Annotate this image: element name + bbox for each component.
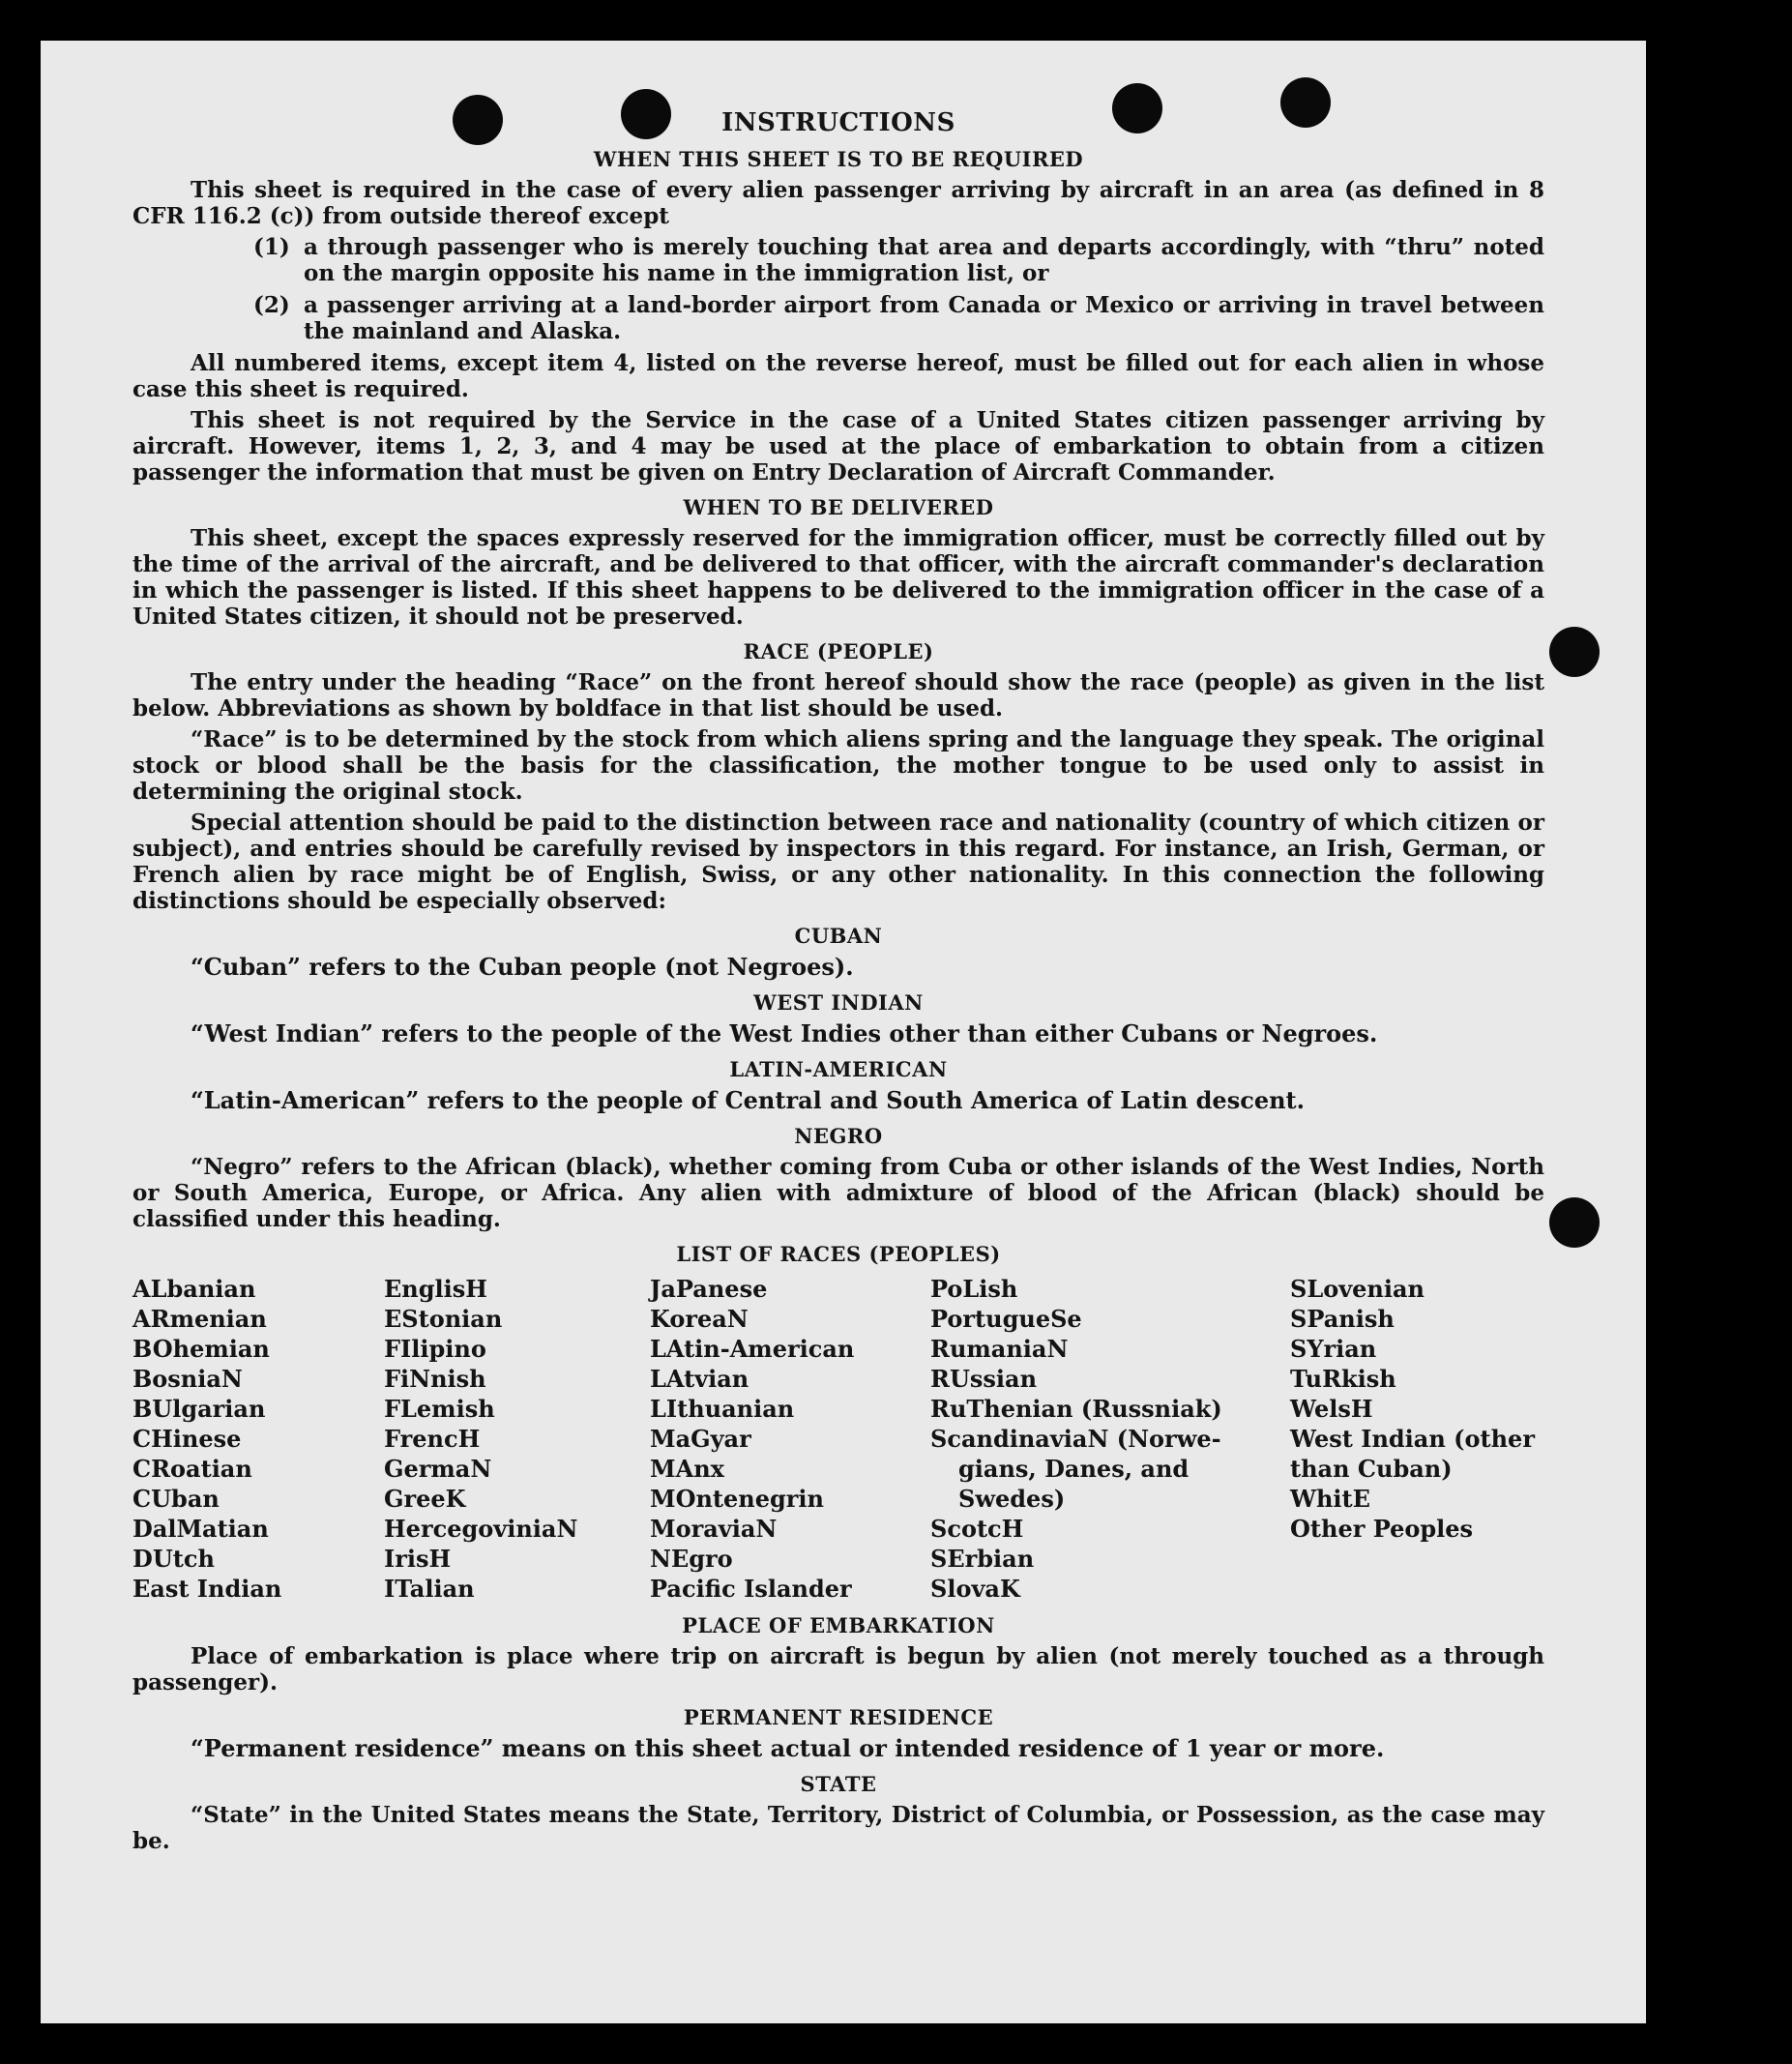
race-item: FrencH [384, 1425, 481, 1453]
page-title: INSTRUCTIONS [721, 108, 955, 137]
definition: “Cuban” refers to the Cuban people (not Negroes). [191, 953, 854, 981]
heading-state: STATE [800, 1772, 877, 1796]
race-item: WhitE [1290, 1485, 1370, 1513]
document-page [41, 41, 1646, 2023]
race-item: PoLish [930, 1275, 1018, 1303]
list-item [253, 292, 1544, 344]
punch-hole [1549, 627, 1600, 677]
item-text: a through passenger who is merely touching that area and departs accordingly, with “thru” noted on the margin opposite his name in the immigration list, or [304, 234, 1544, 286]
races-column [650, 1274, 930, 1604]
heading-cuban: CUBAN [794, 924, 883, 948]
race-item: than Cuban) [1290, 1455, 1453, 1483]
race-item: FiNnish [384, 1365, 486, 1393]
races-column [132, 1274, 384, 1604]
race-item: SlovaK [930, 1575, 1020, 1603]
race-item: WelsH [1290, 1395, 1373, 1423]
race-item: Swedes) [958, 1485, 1066, 1513]
race-item: SPanish [1290, 1305, 1395, 1333]
race-item: RuThenian (Russniak) [930, 1395, 1222, 1423]
races-list [132, 1274, 1544, 1604]
paragraph: This sheet is required in the case of every alien passenger arriving by aircraft in an area (as defined in 8 CFR 116.2 (c)) from outside thereof except [132, 177, 1544, 229]
race-item: TuRkish [1290, 1365, 1396, 1393]
paragraph: “Race” is to be determined by the stock from which aliens spring and the language they speak. The original stock or blood shall be the basis for the classification, the mother tongue to be used only to assist in determining the original stock. [132, 726, 1544, 805]
race-item: ScotcH [930, 1515, 1024, 1543]
heading-latin-american: LATIN-AMERICAN [729, 1057, 948, 1081]
race-item: IrisH [384, 1545, 452, 1573]
race-item: KoreaN [650, 1305, 749, 1333]
definition: “West Indian” refers to the people of the West Indies other than either Cubans or Negroes. [191, 1019, 1378, 1047]
race-item: LIthuanian [650, 1395, 795, 1423]
race-item: FLemish [384, 1395, 495, 1423]
paragraph: The entry under the heading “Race” on the front hereof should show the race (people) as given in the list below. Abbreviations as shown by boldface in that list should be used. [132, 669, 1544, 722]
race-item: CHinese [132, 1425, 242, 1453]
race-item: ScandinaviaN (Norwe- [930, 1425, 1221, 1453]
race-item: gians, Danes, and [958, 1455, 1190, 1483]
race-item: CRoatian [132, 1455, 252, 1483]
race-item: EnglisH [384, 1275, 487, 1303]
race-item: NEgro [650, 1545, 733, 1573]
paragraph: “Negro” refers to the African (black), whether coming from Cuba or other islands of the West Indies, North or South America, Europe, or Africa. Any alien with admixture of blood of the African (black) should be classified under this heading. [132, 1154, 1544, 1232]
paragraph: All numbered items, except item 4, listed on the reverse hereof, must be filled out for each alien in whose case this sheet is required. [132, 350, 1544, 402]
race-item: DalMatian [132, 1515, 269, 1543]
paragraph: This sheet, except the spaces expressly reserved for the immigration officer, must be correctly filled out by the time of the arrival of the aircraft, and be delivered to that officer, with the aircraft commander's declaration in which the passenger is listed. If this sheet happens to be delivered to the immigration officer in the case of a United States citizen, it should not be preserved. [132, 525, 1544, 630]
race-item: SYrian [1290, 1335, 1377, 1363]
paragraph: Special attention should be paid to the distinction between race and nationality (country of which citizen or subject), and entries should be carefully revised by inspectors in this regard. For instance, an Irish, German, or French alien by race might be of English, Swiss, or any other nationality. In this connection the following distinctions should be especially observed: [132, 810, 1544, 914]
races-column [384, 1274, 650, 1604]
race-item: MAnx [650, 1455, 724, 1483]
race-item: GreeK [384, 1485, 466, 1513]
paragraph: “State” in the United States means the State, Territory, District of Columbia, or Possession, as the case may be. [132, 1802, 1544, 1854]
race-item: SLovenian [1290, 1275, 1425, 1303]
race-item: MOntenegrin [650, 1485, 824, 1513]
definition: “Permanent residence” means on this sheet actual or intended residence of 1 year or more. [191, 1734, 1385, 1762]
heading-race: RACE (PEOPLE) [743, 639, 934, 663]
item-number: (1) [253, 234, 290, 260]
list-item [253, 234, 1544, 286]
race-item: DUtch [132, 1545, 215, 1573]
race-item: RumaniaN [930, 1335, 1069, 1363]
race-item: EStonian [384, 1305, 503, 1333]
race-item: RUssian [930, 1365, 1038, 1393]
race-item: GermaN [384, 1455, 492, 1483]
heading-delivered: WHEN TO BE DELIVERED [683, 495, 994, 519]
heading-west-indian: WEST INDIAN [753, 990, 924, 1015]
race-item: East Indian [132, 1575, 282, 1603]
heading-negro: NEGRO [794, 1124, 883, 1148]
heading-permanent-residence: PERMANENT RESIDENCE [683, 1705, 994, 1729]
heading-required: WHEN THIS SHEET IS TO BE REQUIRED [593, 147, 1084, 171]
paragraph: Place of embarkation is place where trip on aircraft is begun by alien (not merely touched as a through passenger). [132, 1643, 1544, 1695]
punch-hole [1549, 1197, 1600, 1248]
race-item: LAtin-American [650, 1335, 855, 1363]
race-item: Pacific Islander [650, 1575, 852, 1603]
heading-list-of-races: LIST OF RACES (PEOPLES) [676, 1242, 1001, 1266]
race-item: BOhemian [132, 1335, 270, 1363]
race-item: MoraviaN [650, 1515, 778, 1543]
race-item: MaGyar [650, 1425, 751, 1453]
race-item: ITalian [384, 1575, 475, 1603]
race-item: West Indian (other [1290, 1425, 1535, 1453]
definition: “Latin-American” refers to the people of Central and South America of Latin descent. [191, 1086, 1305, 1114]
races-column [930, 1274, 1290, 1604]
race-item: ALbanian [132, 1275, 256, 1303]
race-item: HercegoviniaN [384, 1515, 578, 1543]
races-column [1290, 1274, 1544, 1604]
item-text: a passenger arriving at a land-border airport from Canada or Mexico or arriving in travel between the mainland and Alaska. [304, 292, 1544, 344]
race-item: Other Peoples [1290, 1515, 1474, 1543]
race-item: SErbian [930, 1545, 1035, 1573]
race-item: PortugueSe [930, 1305, 1082, 1333]
race-item: FIlipino [384, 1335, 486, 1363]
race-item: CUban [132, 1485, 220, 1513]
race-item: LAtvian [650, 1365, 749, 1393]
paragraph: This sheet is not required by the Service in the case of a United States citizen passenger arriving by aircraft. However, items 1, 2, 3, and 4 may be used at the place of embarkation to obtain from a citizen passenger the information that must be given on Entry Declaration of Aircraft Commander. [132, 407, 1544, 486]
race-item: ARmenian [132, 1305, 267, 1333]
instructions-body [132, 108, 1544, 1859]
item-number: (2) [253, 292, 290, 318]
heading-embarkation: PLACE OF EMBARKATION [682, 1613, 995, 1637]
race-item: BosniaN [132, 1365, 243, 1393]
race-item: BUlgarian [132, 1395, 266, 1423]
race-item: JaPanese [650, 1275, 768, 1303]
